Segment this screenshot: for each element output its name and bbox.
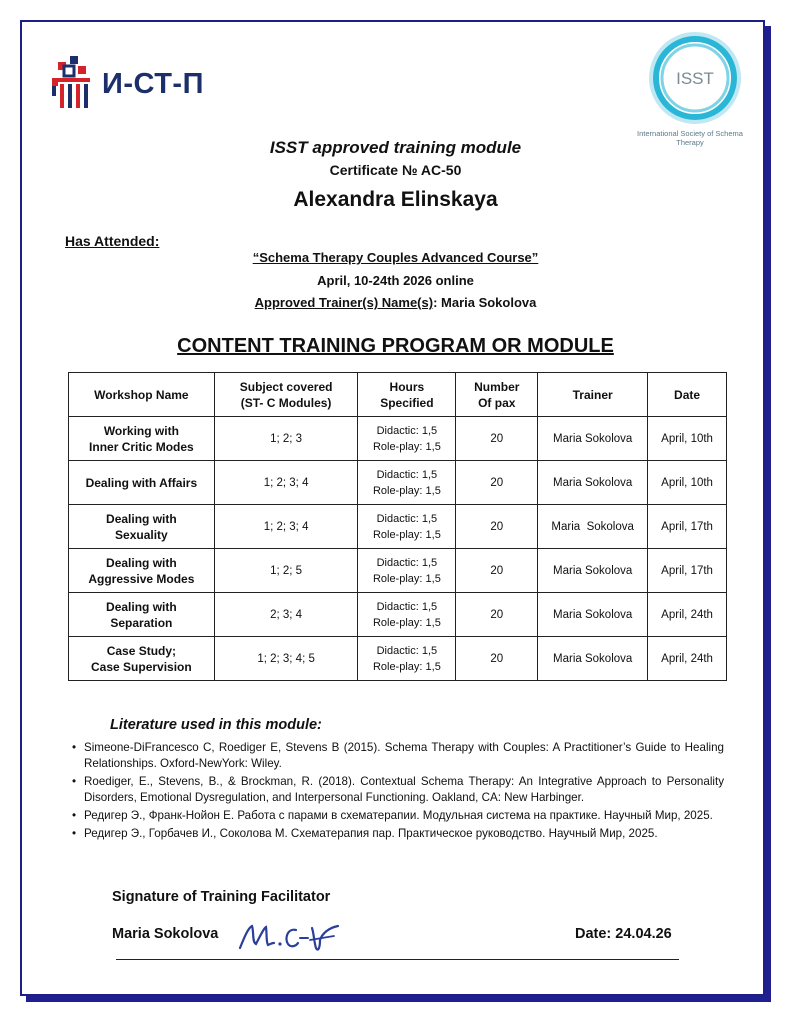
workshop-name-line2: Inner Critic Modes xyxy=(89,439,194,454)
hours-didactic: Didactic: 1,5 xyxy=(376,556,438,569)
subjects-cell: 1; 2; 3; 4 xyxy=(214,505,358,549)
pax-cell: 20 xyxy=(456,593,538,637)
column-header-subject xyxy=(214,373,358,417)
hours-cell xyxy=(358,637,456,681)
column-header-pax xyxy=(456,373,538,417)
trainer-cell: Maria Sokolova xyxy=(538,417,648,461)
literature-item: • Редигер Э., Франк-Нойон Е. Работа с парами в схематерапии. Модульная система на практике. Научный Мир, 2025. xyxy=(72,808,724,824)
workshop-name-line2: Aggressive Modes xyxy=(88,571,195,586)
hours-didactic: Didactic: 1,5 xyxy=(376,468,438,481)
signature-title: Signature of Training Facilitator xyxy=(112,889,331,905)
hours-roleplay: Role-play: 1,5 xyxy=(372,660,441,673)
workshop-name-line2: Case Supervision xyxy=(91,659,192,674)
pax-cell: 20 xyxy=(456,417,538,461)
subjects-cell: 2; 3; 4 xyxy=(214,593,358,637)
column-header-hours-line2: Specified xyxy=(380,395,434,410)
hours-cell xyxy=(358,549,456,593)
course-dates: April, 10-24th 2026 online xyxy=(317,273,474,288)
table-header-row xyxy=(69,373,727,417)
hours-roleplay: Role-play: 1,5 xyxy=(372,572,441,585)
approved-trainer-label: Approved Trainer(s) Name(s) xyxy=(254,295,434,310)
signatory-name: Maria Sokolova xyxy=(112,926,219,942)
workshop-name-line2: Sexuality xyxy=(115,527,168,542)
pax-cell: 20 xyxy=(456,505,538,549)
table-row xyxy=(69,417,727,461)
istp-logo-text: И-СТ-П xyxy=(102,68,204,100)
hours-cell xyxy=(358,461,456,505)
table-row xyxy=(69,461,727,505)
attended-label: Has Attended: xyxy=(65,233,160,249)
trainer-cell: Maria Sokolova xyxy=(538,593,648,637)
recipient-name: Alexandra Elinskaya xyxy=(293,188,498,211)
workshop-name-line1: Dealing with xyxy=(106,555,177,570)
date-cell: April, 10th xyxy=(648,461,727,505)
signature-date: Date: 24.04.26 xyxy=(575,926,672,942)
isst-logo xyxy=(630,32,750,152)
literature-item: • Simeone-DiFrancesco C, Roediger E, Stevens B (2015). Schema Therapy with Couples: A Practitioner’s Guide to Healing Relationships. Oxford-NewYork: Wiley. xyxy=(72,740,724,772)
table-row xyxy=(69,593,727,637)
subjects-cell: 1; 2; 3; 4; 5 xyxy=(214,637,358,681)
hours-cell xyxy=(358,505,456,549)
subjects-cell: 1; 2; 3; 4 xyxy=(214,461,358,505)
column-header-workshop: Workshop Name xyxy=(69,373,215,417)
workshop-name-line1: Working with xyxy=(103,423,179,438)
hours-roleplay: Role-play: 1,5 xyxy=(372,616,441,629)
isst-logo-text: ISST xyxy=(676,69,714,88)
isst-logo-caption: International Society of Schema Therapy xyxy=(637,129,743,147)
program-table xyxy=(68,372,727,681)
hours-didactic: Didactic: 1,5 xyxy=(376,644,438,657)
trainer-cell: Maria Sokolova xyxy=(538,461,648,505)
workshop-name-line2: Separation xyxy=(110,615,173,630)
table-row xyxy=(69,637,727,681)
workshop-name-line1: Dealing with xyxy=(106,511,177,526)
approved-trainer-value: : Maria Sokolova xyxy=(433,295,537,310)
column-header-date: Date xyxy=(648,373,727,417)
hours-roleplay: Role-play: 1,5 xyxy=(372,484,441,497)
hours-cell xyxy=(358,417,456,461)
column-header-pax-line2: Of pax xyxy=(478,395,516,410)
signature-line xyxy=(116,959,679,960)
hours-cell xyxy=(358,593,456,637)
table-row xyxy=(69,505,727,549)
date-cell: April, 10th xyxy=(648,417,727,461)
date-cell: April, 17th xyxy=(648,505,727,549)
column-header-pax-line1: Number xyxy=(474,379,520,394)
literature-list xyxy=(72,740,724,844)
subjects-cell: 1; 2; 5 xyxy=(214,549,358,593)
date-cell: April, 24th xyxy=(648,637,727,681)
istp-logo-mark xyxy=(50,52,100,110)
column-header-subject-line2: (ST- C Modules) xyxy=(240,395,332,410)
workshop-name-cell xyxy=(69,417,215,461)
workshop-name-cell xyxy=(69,637,215,681)
column-header-hours-line1: Hours xyxy=(389,379,425,394)
trainer-cell: Maria Sokolova xyxy=(538,549,648,593)
workshop-name-cell xyxy=(69,461,215,505)
hours-didactic: Didactic: 1,5 xyxy=(376,600,438,613)
pax-cell: 20 xyxy=(456,637,538,681)
literature-item: • Редигер Э., Горбачев И., Соколова М. Схематерапия пар. Практическое руководство. Научный Мир, 2025. xyxy=(72,826,724,842)
certificate-number: Certificate № AC-50 xyxy=(329,162,462,178)
module-title: ISST approved training module xyxy=(269,138,522,157)
approved-trainer xyxy=(20,295,771,310)
isst-logo-rings xyxy=(630,32,750,132)
hours-didactic: Didactic: 1,5 xyxy=(376,424,438,437)
column-header-trainer: Trainer xyxy=(538,373,648,417)
workshop-name-line1: Dealing with Affairs xyxy=(85,475,198,490)
hours-roleplay: Role-play: 1,5 xyxy=(372,440,441,453)
date-cell: April, 24th xyxy=(648,593,727,637)
hours-didactic: Didactic: 1,5 xyxy=(376,512,438,525)
workshop-name-cell xyxy=(69,593,215,637)
hours-roleplay: Role-play: 1,5 xyxy=(372,528,441,541)
handwritten-signature xyxy=(234,918,344,956)
pax-cell: 20 xyxy=(456,549,538,593)
program-title: CONTENT TRAINING PROGRAM OR MODULE xyxy=(177,335,614,357)
literature-item: • Roediger, E., Stevens, B., & Brockman, R. (2018). Contextual Schema Therapy: An Integrative Approach to Personality Disorders, Emotional Dysregulation, and Interpersonal Functioning. Oakland, CA: New Harbinger. xyxy=(72,774,724,806)
trainer-cell: Maria Sokolova xyxy=(538,637,648,681)
date-cell: April, 17th xyxy=(648,549,727,593)
table-row xyxy=(69,549,727,593)
subjects-cell: 1; 2; 3 xyxy=(214,417,358,461)
course-title: “Schema Therapy Couples Advanced Course” xyxy=(252,250,539,265)
workshop-name-cell xyxy=(69,549,215,593)
workshop-name-line1: Dealing with xyxy=(106,599,177,614)
workshop-name-cell xyxy=(69,505,215,549)
trainer-cell: Maria Sokolova xyxy=(538,505,648,549)
column-header-subject-line1: Subject covered xyxy=(239,379,333,394)
literature-title: Literature used in this module: xyxy=(110,717,322,733)
pax-cell: 20 xyxy=(456,461,538,505)
istp-logo xyxy=(50,52,210,110)
workshop-name-line1: Case Study; xyxy=(106,643,177,658)
column-header-hours xyxy=(358,373,456,417)
